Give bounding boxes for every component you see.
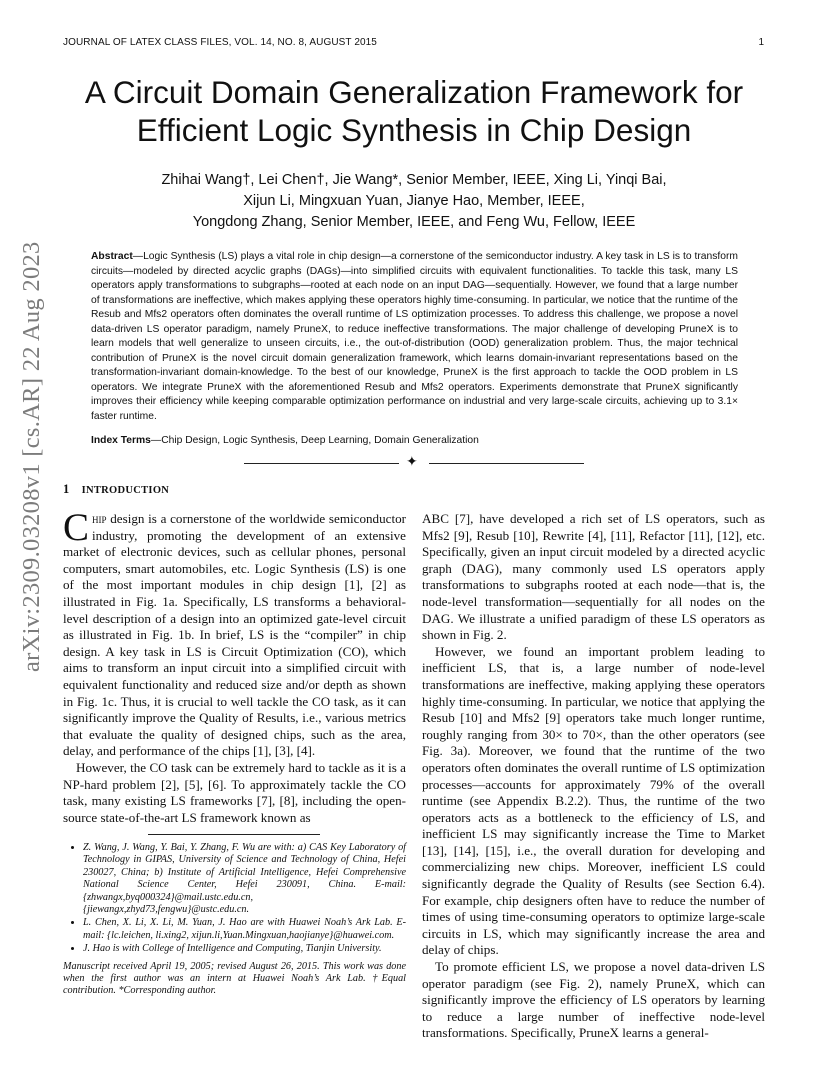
author-line-2: Xijun Li, Mingxuan Yuan, Jianye Hao, Member, IEEE, bbox=[243, 193, 585, 209]
journal-name: JOURNAL OF LATEX CLASS FILES, VOL. 14, NO. 8, AUGUST 2015 bbox=[63, 37, 377, 48]
author-line-1: Zhihai Wang†, Lei Chen†, Jie Wang*, Senior Member, IEEE, Xing Li, Yinqi Bai, bbox=[161, 172, 667, 188]
affiliation-list bbox=[63, 842, 406, 956]
intro-paragraph-1 bbox=[63, 506, 406, 760]
manuscript-note: Manuscript received April 19, 2005; revised August 26, 2015. This work was done when the first author was an intern at Huawei Noah’s Ark Lab. †Equal contribution. *Corresponding author. bbox=[63, 960, 406, 997]
abstract-text: —Logic Synthesis (LS) plays a vital role in chip design—a cornerstone of the semiconductor industry. A key task in LS is to transform circuits—modeled by directed acyclic graphs (DAGs)—into simplified circuits with equivalent functionalities. To tackle this task, many LS operators apply transformations to subgraphs—rooted at each node on an input DAG—sequentially. However, we found that a large number of transformations are ineffective, which makes applying these operators highly time-consuming. In particular, we notice that the runtime of the Resub and Mfs2 operators often dominates the overall runtime of LS optimization processes. To address this challenge, we propose a novel data-driven LS operator paradigm, namely PruneX, to reduce ineffective transformations. The major challenge of developing PruneX is to learn models that well generalize to unseen circuits, i.e., the out-of-distribution (OOD) generalization problem. Thus, the major technical contribution of PruneX is the novel circuit domain generalization framework, which learns domain-invariant representations based on the transformation-invariant domain-knowledge. To the best of our knowledge, PruneX is the first approach to tackle the OOD problem in LS operators. We integrate PruneX with the aforementioned Resub and Mfs2 operators. Experiments demonstrate that PruneX significantly improves their efficiency while keeping comparable optimization performance on industrial and very large-scale circuits, achieving up to 3.1× faster runtime. bbox=[91, 251, 738, 422]
right-paragraph-3: To promote efficient LS, we propose a novel data-driven LS operator paradigm (see Fig. 2), namely PruneX, which can significantly improve the efficiency of LS operators by learning to reduce a large number of ineffective node-level transformations. Specifically, PruneX learns a general- bbox=[422, 959, 765, 1041]
page-number: 1 bbox=[758, 37, 764, 48]
intro-paragraph-1-text: design is a cornerstone of the worldwide semiconductor industry, promoting the development of an extensive market of electronic devices, such as cellular phones, personal computers, smart automobiles, etc. Logic Synthesis (LS) is one of the most important modules in chip design [1], [2] as illustrated in Fig. 1a. Specifically, LS transforms a behavioral-level description of a design into an optimized gate-level circuit as illustrated in Fig. 1b. In brief, LS is the “compiler” in chip design. A key task in LS is Circuit Optimization (CO), which aims to transform an input circuit into a simplified circuit with equivalent functionality and reduced size and/or depth as shown in Fig. 1c. Thus, it is crucial to well tackle the CO task, as it can significantly improve the Quality of Results, i.e., various metrics that evaluate the quality of designed chips, such as the area, delay, and performance of the chips [1], [3], [4]. bbox=[63, 511, 406, 759]
affiliation-item: • L. Chen, X. Li, X. Li, M. Yuan, J. Hao are with Huawei Noah’s Ark Lab. E-mail: {lc.leichen, li.xing2, xijun.li,Yuan.Mingxuan,haojianye}@huawei.com. bbox=[83, 917, 406, 942]
author-list bbox=[60, 170, 768, 233]
intro-paragraph-2: However, the CO task can be extremely hard to tackle as it is a NP-hard problem [2], [5], [6]. To approximately tackle the CO task, many existing LS frameworks [7], [8], including the open-source state-of-the-art LS framework known as bbox=[63, 759, 406, 825]
right-paragraph-2: However, we found an important problem leading to inefficient LS, that is, a large number of node-level transformations are ineffective, making applying these operators highly time-consuming. In particular, we notice that applying the Resub [10] and Mfs2 [9] operators take much longer runtime, roughly ranging from 30× to 70×, than the other operators (see Fig. 3a). Moreover, we found that the runtime of the two operators often dominates the overall runtime of LS optimization processes—accounts for approximately 79% of the overall runtime (see Appendix B.2.2). Thus, the runtime of the two operators acts as a bottleneck to the efficiency of LS, and inefficient LS may significantly increase the Time to Market [13], [14], [15], i.e., the overall duration for developing and commercializing new chips. Moreover, inefficient LS could significantly degrade the Quality of Results (see Section 6.4). For example, chip designers often have to reduce the number of times of using time-consuming operators to optimize large-scale circuits in LS, which may significantly increase the area and delay of chips. bbox=[422, 643, 765, 958]
separator-line-left bbox=[244, 463, 399, 464]
index-terms-text: —Chip Design, Logic Synthesis, Deep Learning, Domain Generalization bbox=[150, 435, 479, 446]
affiliation-item: • J. Hao is with College of Intelligence and Computing, Tianjin University. bbox=[83, 943, 406, 955]
abstract-label: Abstract bbox=[91, 251, 133, 262]
drop-cap-continuation: hip bbox=[92, 511, 107, 526]
running-head bbox=[63, 37, 763, 48]
author-line-3: Yongdong Zhang, Senior Member, IEEE, and Feng Wu, Fellow, IEEE bbox=[192, 214, 636, 230]
abstract bbox=[91, 250, 738, 424]
footnotes bbox=[63, 842, 406, 998]
separator-line-right bbox=[429, 463, 584, 464]
title-line-1: A Circuit Domain Generalization Framework for bbox=[84, 74, 744, 110]
paper-title bbox=[40, 73, 788, 149]
section-separator bbox=[244, 454, 584, 474]
arxiv-identifier: arXiv:2309.03208v1 [cs.AR] 22 Aug 2023 bbox=[18, 241, 45, 672]
right-column bbox=[422, 511, 765, 1042]
footnote-rule bbox=[148, 834, 320, 835]
index-terms bbox=[91, 434, 738, 448]
separator-diamond-icon: ✦ bbox=[406, 455, 418, 470]
section-title: INTRODUCTION bbox=[81, 485, 170, 496]
section-number: 1 bbox=[63, 482, 70, 496]
title-line-2: Efficient Logic Synthesis in Chip Design bbox=[136, 112, 692, 148]
drop-cap: C bbox=[63, 506, 90, 549]
index-terms-label: Index Terms bbox=[91, 435, 151, 446]
section-heading bbox=[63, 482, 169, 497]
left-column bbox=[63, 506, 406, 826]
affiliation-item: • Z. Wang, J. Wang, Y. Bai, Y. Zhang, F. Wu are with: a) CAS Key Laboratory of Technology in GIPAS, University of Science and Technology of China, Hefei 230027, China; b) Institute of Artificial Intelligence, Hefei Comprehensive National Science Center, Hefei 230091, China. E-mail: {zhwangx,byq000324}@mail.ustc.edu.cn, {jiewangx,zhyd73,fengwu}@ustc.edu.cn. bbox=[83, 842, 406, 916]
right-paragraph-1: ABC [7], have developed a rich set of LS operators, such as Mfs2 [9], Resub [10], Rewrite [4], [11], Refactor [11], [12], etc. Specifically, given an input circuit modeled by a directed acyclic graph (DAG), many commonly used LS operators apply transformations to subgraphs rooted at each node—that is, the node-level transformation—sequentially for all nodes on the DAG. We illustrate a unified paradigm of these LS operators as shown in Fig. 2. bbox=[422, 511, 765, 643]
